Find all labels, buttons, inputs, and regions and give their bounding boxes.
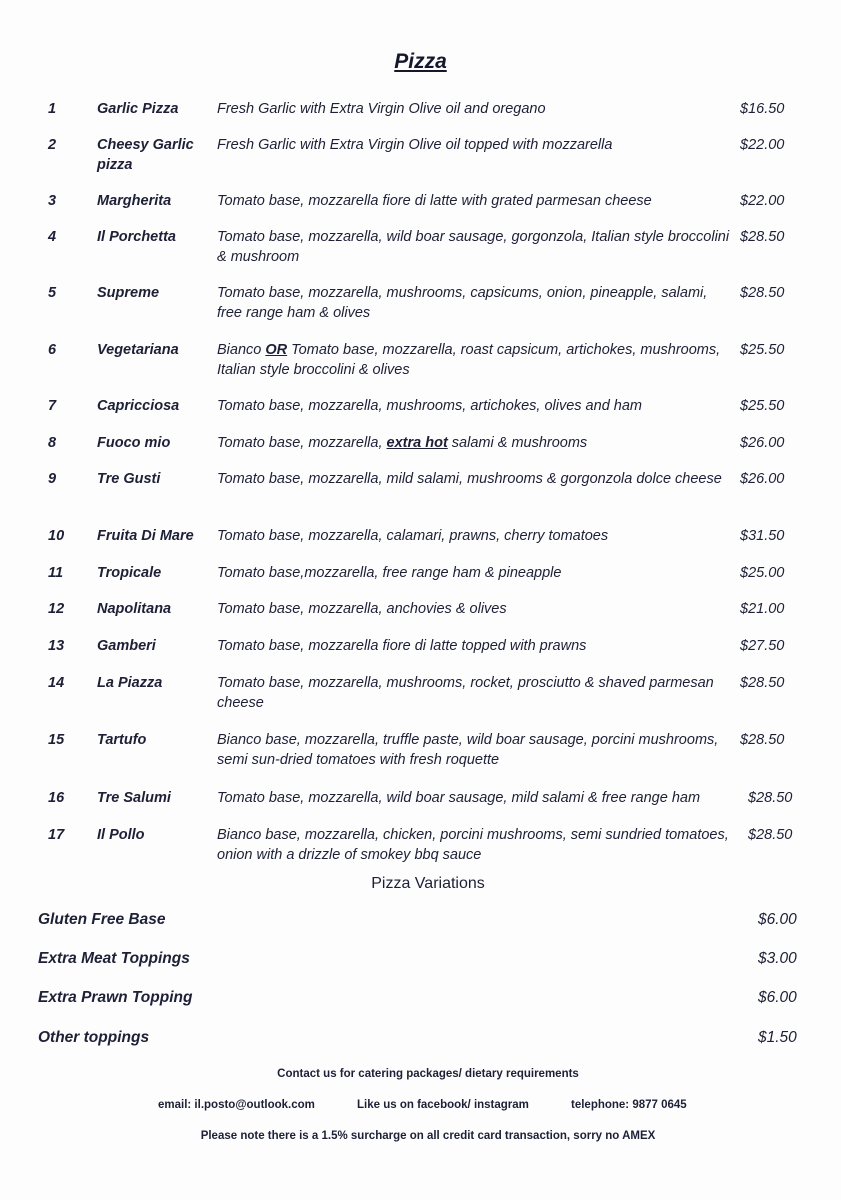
- item-description: Tomato base, mozzarella, extra hot salami & mushrooms: [217, 435, 588, 451]
- variation-name: Extra Prawn Topping: [38, 989, 193, 1006]
- variation-price: $3.00: [758, 950, 797, 967]
- variation-price: $6.00: [758, 989, 797, 1006]
- item-price: $22.00: [740, 137, 785, 153]
- item-number: 14: [48, 675, 65, 691]
- social-text: Like us on facebook/ instagram: [357, 1099, 529, 1111]
- catering-note: Contact us for catering packages/ dietary requirements: [277, 1068, 579, 1080]
- item-name: Gamberi: [97, 638, 156, 654]
- item-price: $28.50: [748, 827, 793, 843]
- emphasis-text: extra hot: [386, 435, 448, 451]
- item-price: $21.00: [740, 601, 785, 617]
- item-description: Tomato base, mozzarella fiore di latte topped with prawns: [217, 638, 587, 654]
- item-name: Capricciosa: [97, 398, 180, 414]
- variation-price: $1.50: [758, 1029, 797, 1046]
- variation-name: Other toppings: [38, 1029, 150, 1046]
- item-name: Vegetariana: [97, 342, 179, 358]
- variations-title: Pizza Variations: [371, 875, 485, 892]
- item-number: 1: [48, 101, 57, 117]
- item-description: Tomato base, mozzarella, anchovies & olives: [217, 601, 507, 617]
- item-price: $16.50: [740, 101, 785, 117]
- item-price: $31.50: [740, 528, 785, 544]
- item-number: 10: [48, 528, 65, 544]
- item-name: Tartufo: [97, 732, 147, 748]
- item-description: Tomato base, mozzarella, mild salami, mushrooms & gorgonzola dolce cheese: [217, 471, 722, 487]
- item-description: Tomato base, mozzarella, wild boar sausage, gorgonzola, Italian style broccolini & mushroom: [217, 229, 730, 265]
- item-name: Margherita: [97, 193, 172, 209]
- item-name: Supreme: [97, 285, 160, 301]
- item-number: 3: [48, 193, 57, 209]
- item-description: Fresh Garlic with Extra Virgin Olive oil and oregano: [217, 101, 546, 117]
- surcharge-note: Please note there is a 1.5% surcharge on all credit card transaction, sorry no AMEX: [200, 1130, 656, 1142]
- item-name: Tre Salumi: [97, 790, 171, 806]
- item-price: $25.00: [740, 565, 785, 581]
- item-number: 13: [48, 638, 65, 654]
- item-price: $25.50: [740, 342, 785, 358]
- item-price: $28.50: [740, 285, 785, 301]
- item-name: Il Pollo: [97, 827, 145, 843]
- email-text: email: il.posto@outlook.com: [158, 1099, 315, 1111]
- item-name: Il Porchetta: [97, 229, 176, 245]
- item-number: 16: [48, 790, 65, 806]
- item-description: Tomato base, mozzarella, wild boar sausage, mild salami & free range ham: [217, 790, 701, 806]
- item-name: Napolitana: [97, 601, 172, 617]
- item-name: Tre Gusti: [97, 471, 161, 487]
- item-price: $26.00: [740, 435, 785, 451]
- item-name: Garlic Pizza: [97, 101, 179, 117]
- item-price: $26.00: [740, 471, 785, 487]
- item-price: $27.50: [740, 638, 785, 654]
- item-number: 17: [48, 827, 65, 843]
- item-number: 7: [48, 398, 57, 414]
- item-price: $28.50: [740, 229, 785, 245]
- item-description: Bianco OR Tomato base, mozzarella, roast capsicum, artichokes, mushrooms, Italian style broccolini & olives: [217, 342, 721, 378]
- item-number: 6: [48, 342, 57, 358]
- item-number: 8: [48, 435, 57, 451]
- item-price: $28.50: [748, 790, 793, 806]
- page-title: Pizza: [394, 50, 447, 73]
- item-description: Bianco base, mozzarella, chicken, porcini mushrooms, semi sundried tomatoes, onion with a drizzle of smokey bbq sauce: [217, 827, 729, 863]
- emphasis-text: OR: [265, 342, 288, 358]
- phone-text: telephone: 9877 0645: [571, 1099, 687, 1111]
- item-description: Tomato base, mozzarella, mushrooms, rocket, prosciutto & shaved parmesan cheese: [217, 675, 714, 711]
- item-name: Fuoco mio: [97, 435, 171, 451]
- item-number: 5: [48, 285, 57, 301]
- variation-name: Extra Meat Toppings: [38, 950, 190, 967]
- item-price: $28.50: [740, 732, 785, 748]
- item-number: 2: [48, 137, 57, 153]
- item-name: Cheesy Garlic pizza: [97, 137, 194, 173]
- item-name: Tropicale: [97, 565, 162, 581]
- variation-price: $6.00: [758, 911, 797, 928]
- item-description: Tomato base,mozzarella, free range ham & pineapple: [217, 565, 562, 581]
- item-description: Tomato base, mozzarella, mushrooms, capsicums, onion, pineapple, salami, free range ham & olives: [217, 285, 708, 321]
- item-number: 9: [48, 471, 57, 487]
- item-description: Fresh Garlic with Extra Virgin Olive oil topped with mozzarella: [217, 137, 613, 153]
- item-price: $22.00: [740, 193, 785, 209]
- item-name: La Piazza: [97, 675, 163, 691]
- item-description: Tomato base, mozzarella, calamari, prawns, cherry tomatoes: [217, 528, 609, 544]
- item-description: Bianco base, mozzarella, truffle paste, wild boar sausage, porcini mushrooms, semi sun-dried tomatoes with fresh roquette: [217, 732, 719, 768]
- item-price: $25.50: [740, 398, 785, 414]
- item-description: Tomato base, mozzarella fiore di latte with grated parmesan cheese: [217, 193, 652, 209]
- item-number: 11: [48, 565, 64, 581]
- item-number: 12: [48, 601, 65, 617]
- item-number: 4: [48, 229, 57, 245]
- variation-name: Gluten Free Base: [38, 911, 166, 928]
- item-price: $28.50: [740, 675, 785, 691]
- item-number: 15: [48, 732, 65, 748]
- item-name: Fruita Di Mare: [97, 528, 194, 544]
- item-description: Tomato base, mozzarella, mushrooms, artichokes, olives and ham: [217, 398, 642, 414]
